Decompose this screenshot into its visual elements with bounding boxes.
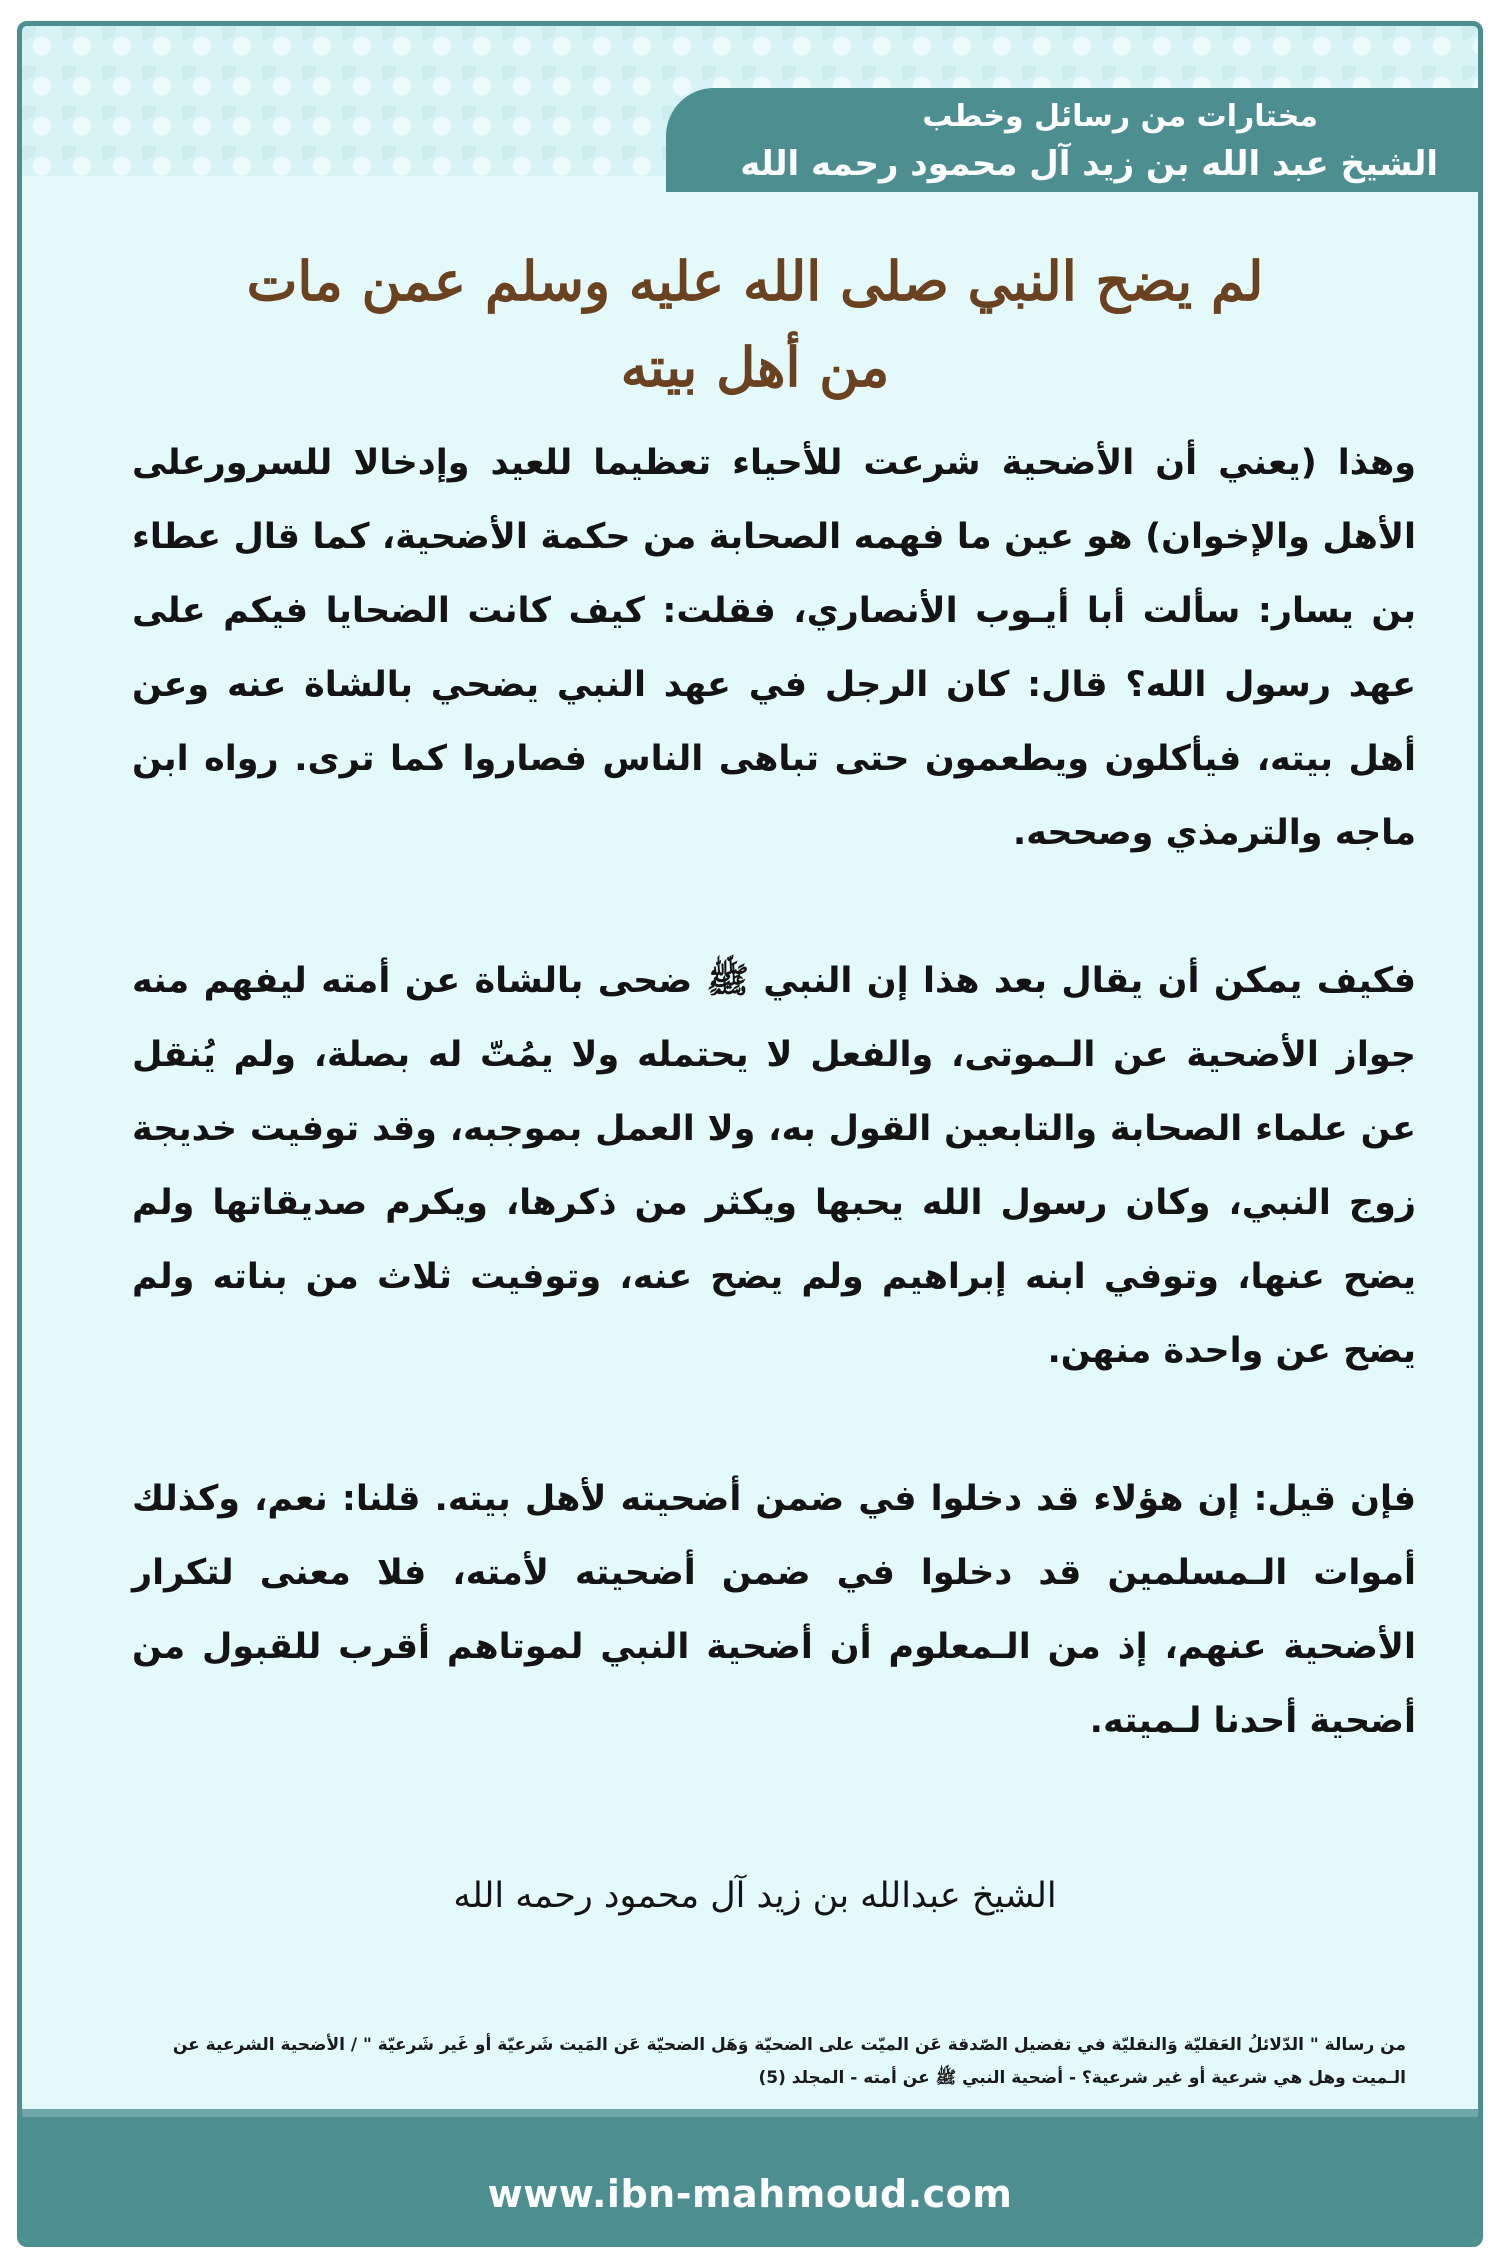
paragraph-2: فكيف يمكن أن يقال بعد هذا إن النبي ﷺ ضحى بالشاة عن أمته ليفهم منه جواز الأضحية عن الـموتى، والفعل لا يحتمله ولا يمُتّ له بصلة، ولم يُنقل عن علماء الصحابة والتابعين القول به، ولا العمل بموجبه، وقد توفيت خديجة زوج النبي، وكان رسول الله يحبها ويكثر من ذكرها، ويكرم صديقاتها ولم يضح عنها، وتوفي ابنه إبراهيم ولم يضح عنه، وتوفيت ثلاث من بناته ولم يضح عن واحدة منهن. (132, 961, 1416, 1371)
page-title-line2: من أهل بيته (620, 335, 890, 399)
footer-band (22, 2109, 1478, 2242)
article-body (132, 426, 1416, 1832)
header-series-title: مختارات من رسائل وخطب (922, 99, 1318, 134)
paragraph-1: وهذا (يعني أن الأضحية شرعت للأحياء تعظيما للعيد وإدخالا للسرورعلى الأهل والإخوان) هو عين ما فهمه الصحابة من حكمة الأضحية، كما قال عطاء بن يسار: سألت أبا أيـوب الأنصاري، فقلت: كيف كانت الضحايا فيكم على عهد رسول الله؟ قال: كان الرجل في عهد النبي يضحي بالشاة عنه وعن أهل بيته، فيأكلون ويطعمون حتى تباهى الناس فصاروا كما ترى. رواه ابن ماجه والترمذي وصححه. (132, 443, 1416, 853)
header-band (666, 88, 1478, 192)
header-author-name: الشيخ عبد الله بن زيد آل محمود رحمه الله (740, 144, 1438, 184)
author-signature: الشيخ عبدالله بن زيد آل محمود رحمه الله (453, 1876, 1057, 1916)
paragraph-3: فإن قيل: إن هؤلاء قد دخلوا في ضمن أضحيته لأهل بيته. قلنا: نعم، وكذلك أموات الـمسلمين قد دخلوا في ضمن أضحيته لأمته، فلا معنى لتكرار الأضحية عنهم، إذ من الـمعلوم أن أضحية النبي لموتاهم أقرب للقبول من أضحية أحدنا لـميته. (132, 1479, 1416, 1741)
page-title (102, 238, 1408, 410)
website-link[interactable]: www.ibn-mahmoud.com (487, 2171, 1013, 2216)
source-footnote: من رسالة " الدّلائلُ العَقليّة وَالنقليّة في تفضيل الصّدقة عَن الميّت على الضحيّة وَهَل الضحيّة عَن المَيت شَرعيّة أو غَير شَرعيّة " / الأضحية الشرعية عن الـميت وهل هي شرعية أو غير شرعية؟ - أضحية النبي ﷺ عن أمته - المجلد (5) (172, 2035, 1406, 2088)
content-frame (17, 21, 1483, 2247)
page-title-line1: لم يضح النبي صلى الله عليه وسلم عمن مات (246, 249, 1264, 313)
